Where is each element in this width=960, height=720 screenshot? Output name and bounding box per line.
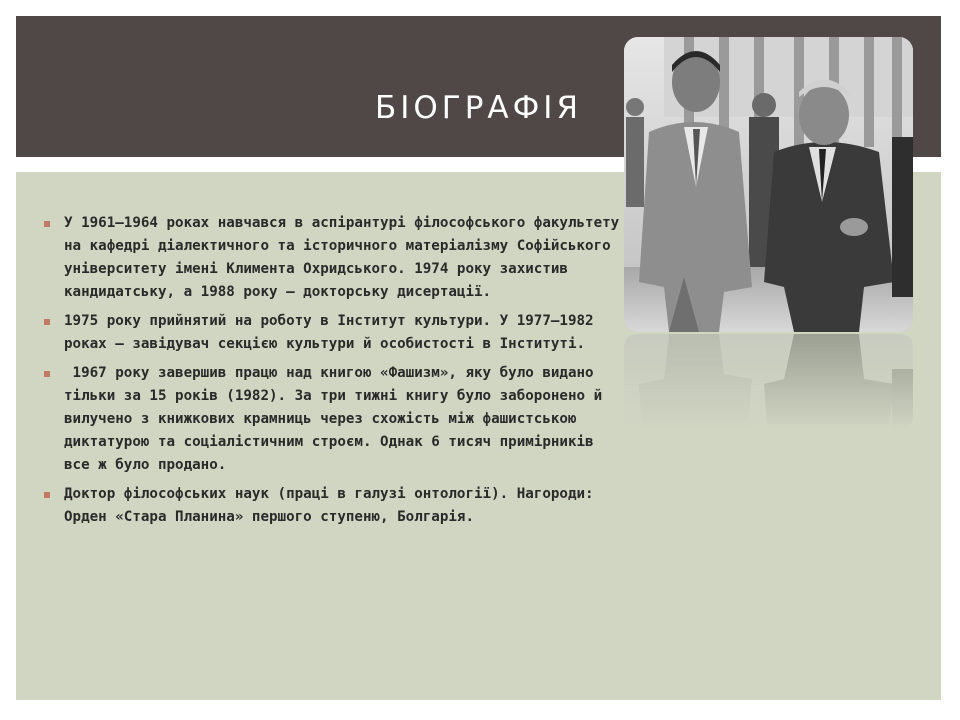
bullet-text: 1975 року прийнятий на роботу в Інститут культури. У 1977–1982 роках — завідувач секцією культури й особистості в Інституті. (64, 313, 594, 352)
bullet-text: У 1961–1964 роках навчався в аспірантурі філософського факультету на кафедрі діалектичного та історичного матеріалізму Софійського університету імені Климента Охридського. 1974 року захистив кандидатську, а 1988 року — докторську дисертації. (64, 215, 620, 300)
bullet-marker-icon (44, 221, 50, 227)
photo-reflection-illustration (624, 334, 913, 430)
bullet-list (44, 212, 624, 535)
biography-photo (624, 37, 913, 332)
photo-illustration (624, 37, 913, 332)
bullet-item (44, 362, 624, 477)
bullet-marker-icon (44, 371, 50, 377)
slide-title: БІОГРАФІЯ (375, 90, 582, 126)
bullet-marker-icon (44, 319, 50, 325)
bullet-item (44, 483, 624, 529)
bullet-item (44, 310, 624, 356)
bullet-text: 1967 року завершив працю над книгою «Фашизм», яку було видано тільки за 15 років (1982). За три тижні книгу було заборонено й вилучено з книжкових крамниць через схожість між фашистською диктатурою та соціалістичним строєм. Однак 6 тисяч примірників все ж було продано. (64, 365, 611, 473)
photo-reflection (624, 334, 913, 430)
bullet-text: Доктор філософських наук (праці в галузі онтології). Нагороди: Орден «Стара Планина» першого ступеню, Болгарія. (64, 486, 594, 525)
bullet-item (44, 212, 624, 304)
bullet-marker-icon (44, 492, 50, 498)
